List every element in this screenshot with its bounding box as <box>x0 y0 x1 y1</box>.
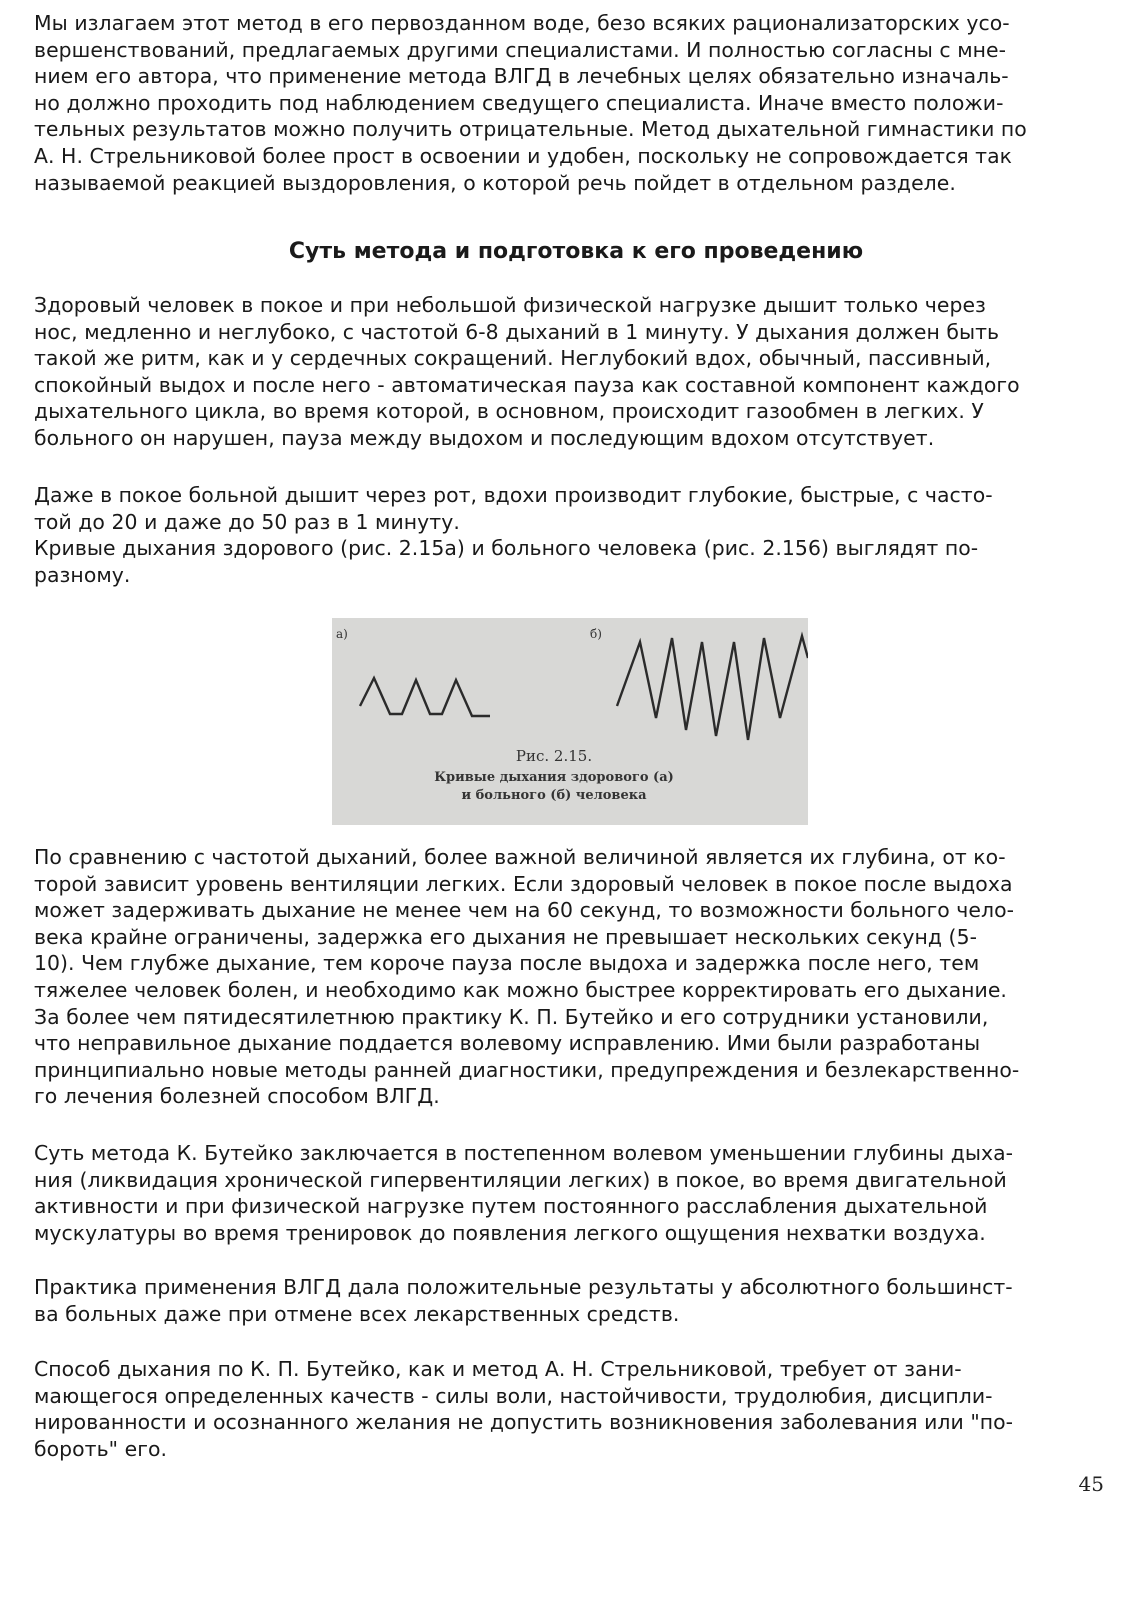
text-line: Способ дыхания по К. П. Бутейко, как и метод А. Н. Стрельниковой, требует от зани- <box>34 1357 962 1381</box>
text-line: но должно проходить под наблюдением сведущего специалиста. Иначе вместо положи- <box>34 90 1004 115</box>
paragraph-method-essence <box>34 1140 1098 1246</box>
paragraph-practice <box>34 1274 1098 1327</box>
text-line: вершенствований, предлагаемых другими специалистами. И полностью согласны с мне- <box>34 37 1007 62</box>
text-line: принципиально новые методы ранней диагностики, предупреждения и безлекарственно- <box>34 1057 1020 1082</box>
text-line: активности и при физической нагрузке путем постоянного расслабления дыхательной <box>34 1194 988 1219</box>
paragraph-healthy-breathing <box>34 292 1098 452</box>
text-line: такой же ритм, как и у сердечных сокращений. Неглубокий вдох, обычный, пассивный, <box>34 346 992 371</box>
text-line: Мы излагаем этот метод в его первозданном воде, безо всяких рационализаторских усо- <box>34 11 1010 35</box>
section-heading: Суть метода и подготовка к его проведению <box>288 239 864 264</box>
paragraph-depth <box>34 844 1098 1110</box>
text-line: По сравнению с частотой дыханий, более важной величиной является их глубина, от ко- <box>34 845 1006 869</box>
text-line: Кривые дыхания здорового (рис. 2.15а) и больного человека (рис. 2.156) выглядят по- <box>34 536 979 561</box>
paragraph-sick-breathing <box>34 482 1098 588</box>
figure-caption-title: Рис. 2.15. <box>515 747 593 765</box>
text-line: нос, медленно и неглубоко, с частотой 6-8 дыханий в 1 минуту. У дыхания должен быть <box>34 319 1000 344</box>
text-line: спокойный выдох и после него - автоматическая пауза как составной компонент каждого <box>34 372 1020 397</box>
figure-caption-line2: и больного (б) человека <box>461 788 647 803</box>
text-line: больного он нарушен, пауза между выдохом и последующим вдохом отсутствует. <box>34 425 935 450</box>
text-line: нием его автора, что применение метода ВЛГД в лечебных целях обязательно изначаль- <box>34 64 1009 89</box>
text-line: Здоровый человек в покое и при небольшой физической нагрузке дышит только через <box>34 293 986 317</box>
text-line: Суть метода К. Бутейко заключается в постепенном волевом уменьшении глубины дыха- <box>34 1141 1014 1165</box>
text-line: может задерживать дыхание не менее чем на 60 секунд, то возможности больного чело- <box>34 898 1015 923</box>
text-line: За более чем пятидесятилетнюю практику К. П. Бутейко и его сотрудники установили, <box>34 1004 989 1029</box>
figure-label-a: а) <box>336 627 348 641</box>
text-line: нированности и осознанного желания не допустить возникновения заболевания или "по- <box>34 1410 1014 1435</box>
text-line: что неправильное дыхание поддается волевому исправлению. Ими были разработаны <box>34 1031 981 1056</box>
text-line: мающегося определенных качеств - силы воли, настойчивости, трудолюбия, дисципли- <box>34 1383 993 1408</box>
text-line: мускулатуры во время тренировок до появления легкого ощущения нехватки воздуха. <box>34 1220 986 1245</box>
text-line: века крайне ограничены, задержка его дыхания не превышает нескольких секунд (5- <box>34 924 977 949</box>
text-line: разному. <box>34 562 131 587</box>
text-line: тяжелее человек болен, и необходимо как можно быстрее корректировать его дыхание. <box>34 977 1007 1002</box>
text-line: той до 20 и даже до 50 раз в 1 минуту. <box>34 509 460 534</box>
figure-label-b: б) <box>590 627 602 641</box>
text-line: называемой реакцией выздоровления, о которой речь пойдет в отдельном разделе. <box>34 170 956 195</box>
figure-caption-line1: Кривые дыхания здорового (а) <box>434 770 674 785</box>
text-line: дыхательного цикла, во время которой, в основном, происходит газообмен в легких. У <box>34 399 984 424</box>
text-line: ва больных даже при отмене всех лекарственных средств. <box>34 1301 680 1326</box>
text-line: Даже в покое больной дышит через рот, вдохи производит глубокие, быстрые, с часто- <box>34 483 993 507</box>
text-line: А. Н. Стрельниковой более прост в освоении и удобен, поскольку не сопровождается так <box>34 143 1013 168</box>
text-line: Практика применения ВЛГД дала положительные результаты у абсолютного большинст- <box>34 1275 1013 1299</box>
text-line: тельных результатов можно получить отрицательные. Метод дыхательной гимнастики по <box>34 117 1027 142</box>
text-line: ния (ликвидация хронической гипервентиляции легких) в покое, во время двигательной <box>34 1167 1007 1192</box>
text-line: го лечения болезней способом ВЛГД. <box>34 1084 440 1109</box>
text-line: 10). Чем глубже дыхание, тем короче пауза после выдоха и задержка после него, тем <box>34 951 980 976</box>
breathing-curves-figure <box>332 618 808 825</box>
page-number: 45 <box>1078 1472 1104 1496</box>
paragraph-requirements <box>34 1356 1098 1462</box>
text-line: бороть" его. <box>34 1436 168 1461</box>
paragraph-intro <box>34 10 1098 196</box>
breathing-curves-image <box>332 618 808 825</box>
text-line: торой зависит уровень вентиляции легких. Если здоровый человек в покое после выдоха <box>34 871 1013 896</box>
